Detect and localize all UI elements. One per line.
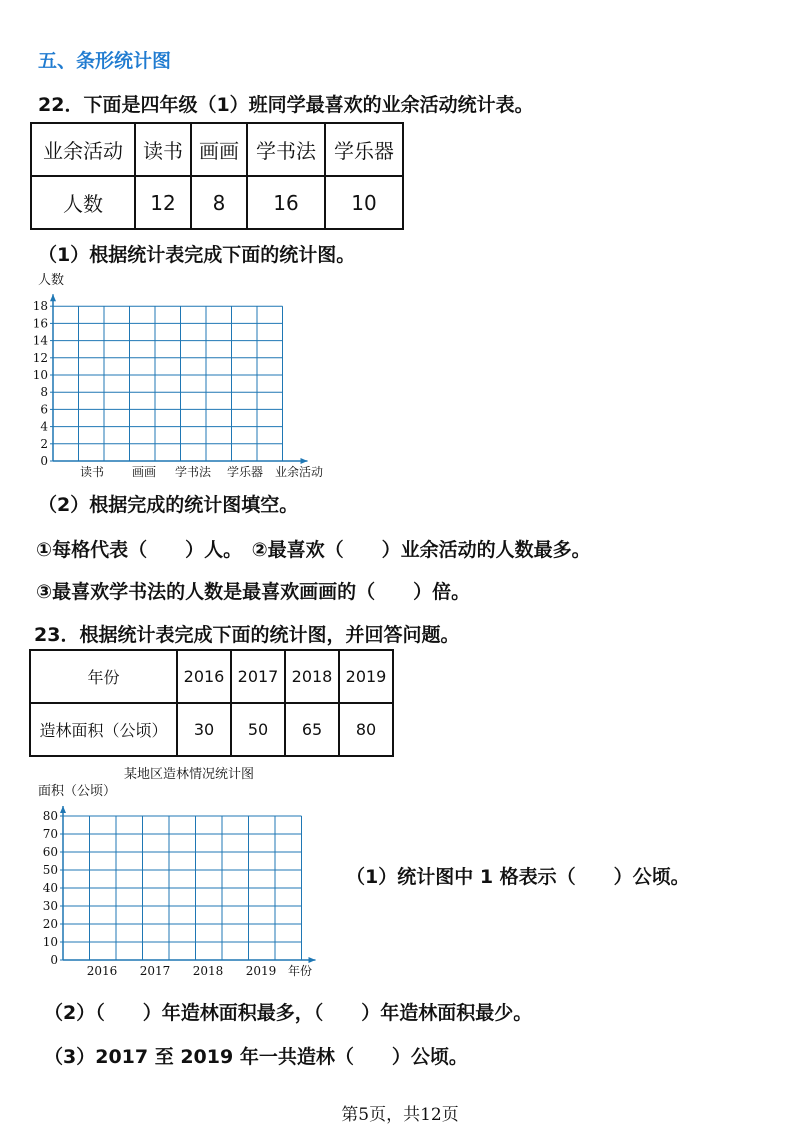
y-tick-label: 10	[32, 368, 48, 382]
question-22-blank2: ③最喜欢学书法的人数是最喜欢画画的（ ）倍。	[36, 581, 471, 603]
table-cell: 8	[191, 176, 247, 229]
table-header-cell: 人数	[31, 176, 135, 229]
y-tick-label: 40	[42, 881, 58, 895]
x-axis-arrow	[309, 957, 316, 963]
table-header-cell: 造林面积（公顷）	[30, 703, 177, 756]
table-cell: 2018	[285, 650, 339, 703]
table-row	[30, 650, 393, 703]
y-tick-label: 50	[42, 863, 58, 877]
x-tick-label: 2017	[139, 964, 171, 978]
y-axis-arrow	[50, 294, 56, 301]
question-23-part2: （2）（ ）年造林面积最多，（ ）年造林面积最少。	[44, 1002, 533, 1024]
table-cell: 画画	[191, 123, 247, 176]
table-cell: 学乐器	[325, 123, 403, 176]
table-cell: 学书法	[247, 123, 325, 176]
y-tick-label: 8	[40, 385, 48, 400]
x-tick-label: 2018	[192, 964, 224, 978]
question-23-part1: （1）统计图中 1 格表示（ ）公顷。	[346, 866, 690, 888]
activity-bar-chart	[20, 270, 350, 485]
x-tick-label: 画画	[131, 465, 157, 479]
question-22-title: 22．下面是四年级（1）班同学最喜欢的业余活动统计表。	[38, 94, 534, 116]
forestation-bar-chart	[20, 762, 330, 982]
x-tick-label: 读书	[79, 465, 105, 479]
question-23-title: 23．根据统计表完成下面的统计图，并回答问题。	[34, 624, 460, 646]
table-cell: 16	[247, 176, 325, 229]
y-tick-label: 4	[40, 419, 48, 434]
x-tick-label: 2016	[86, 964, 118, 978]
y-tick-label: 14	[32, 333, 48, 348]
y-axis-label: 面积（公顷）	[38, 784, 117, 799]
table-header-cell: 业余活动	[31, 123, 135, 176]
table-row	[31, 176, 403, 229]
x-tick-label: 2019	[245, 964, 277, 978]
y-tick-label: 12	[32, 350, 48, 365]
table-header-cell: 年份	[30, 650, 177, 703]
x-tick-label: 学乐器	[226, 465, 264, 479]
y-tick-label: 10	[42, 935, 58, 949]
page-footer: 第5页，共12页	[341, 1105, 459, 1125]
table-row	[31, 123, 403, 176]
table-cell: 30	[177, 703, 231, 756]
y-tick-label: 2	[40, 436, 48, 451]
y-tick-label: 18	[32, 299, 48, 314]
x-axis-arrow	[301, 458, 308, 464]
y-tick-label: 6	[40, 402, 48, 417]
y-tick-label: 60	[42, 845, 58, 859]
y-axis-arrow	[60, 806, 66, 813]
table-row	[30, 703, 393, 756]
table-cell: 2017	[231, 650, 285, 703]
table-cell: 50	[231, 703, 285, 756]
table-cell: 65	[285, 703, 339, 756]
table-cell: 2019	[339, 650, 393, 703]
table-cell: 10	[325, 176, 403, 229]
y-tick-label: 80	[42, 809, 58, 823]
table-cell: 12	[135, 176, 191, 229]
question-22-part2: （2）根据完成的统计图填空。	[38, 494, 299, 516]
section-title: 五、条形统计图	[38, 50, 172, 72]
y-tick-label: 30	[42, 899, 58, 913]
y-tick-label: 20	[42, 917, 58, 931]
question-22-part1: （1）根据统计表完成下面的统计图。	[38, 244, 356, 266]
forestation-table	[29, 649, 394, 757]
y-tick-label: 0	[50, 953, 58, 967]
x-axis-label: 年份	[288, 964, 313, 978]
y-tick-label: 16	[32, 316, 48, 331]
activity-table	[30, 122, 404, 230]
chart-title: 某地区造林情况统计图	[123, 767, 255, 782]
table-cell: 2016	[177, 650, 231, 703]
table-cell: 80	[339, 703, 393, 756]
y-tick-label: 70	[42, 827, 58, 841]
x-axis-label: 业余活动	[275, 465, 324, 479]
x-tick-label: 学书法	[174, 465, 212, 479]
question-22-blank1: ①每格代表（ ）人。 ②最喜欢（ ）业余活动的人数最多。	[36, 539, 591, 561]
y-axis-label: 人数	[38, 273, 65, 288]
question-23-part3: （3）2017 至 2019 年一共造林（ ）公顷。	[44, 1046, 468, 1068]
y-tick-label: 0	[40, 454, 48, 468]
table-cell: 读书	[135, 123, 191, 176]
